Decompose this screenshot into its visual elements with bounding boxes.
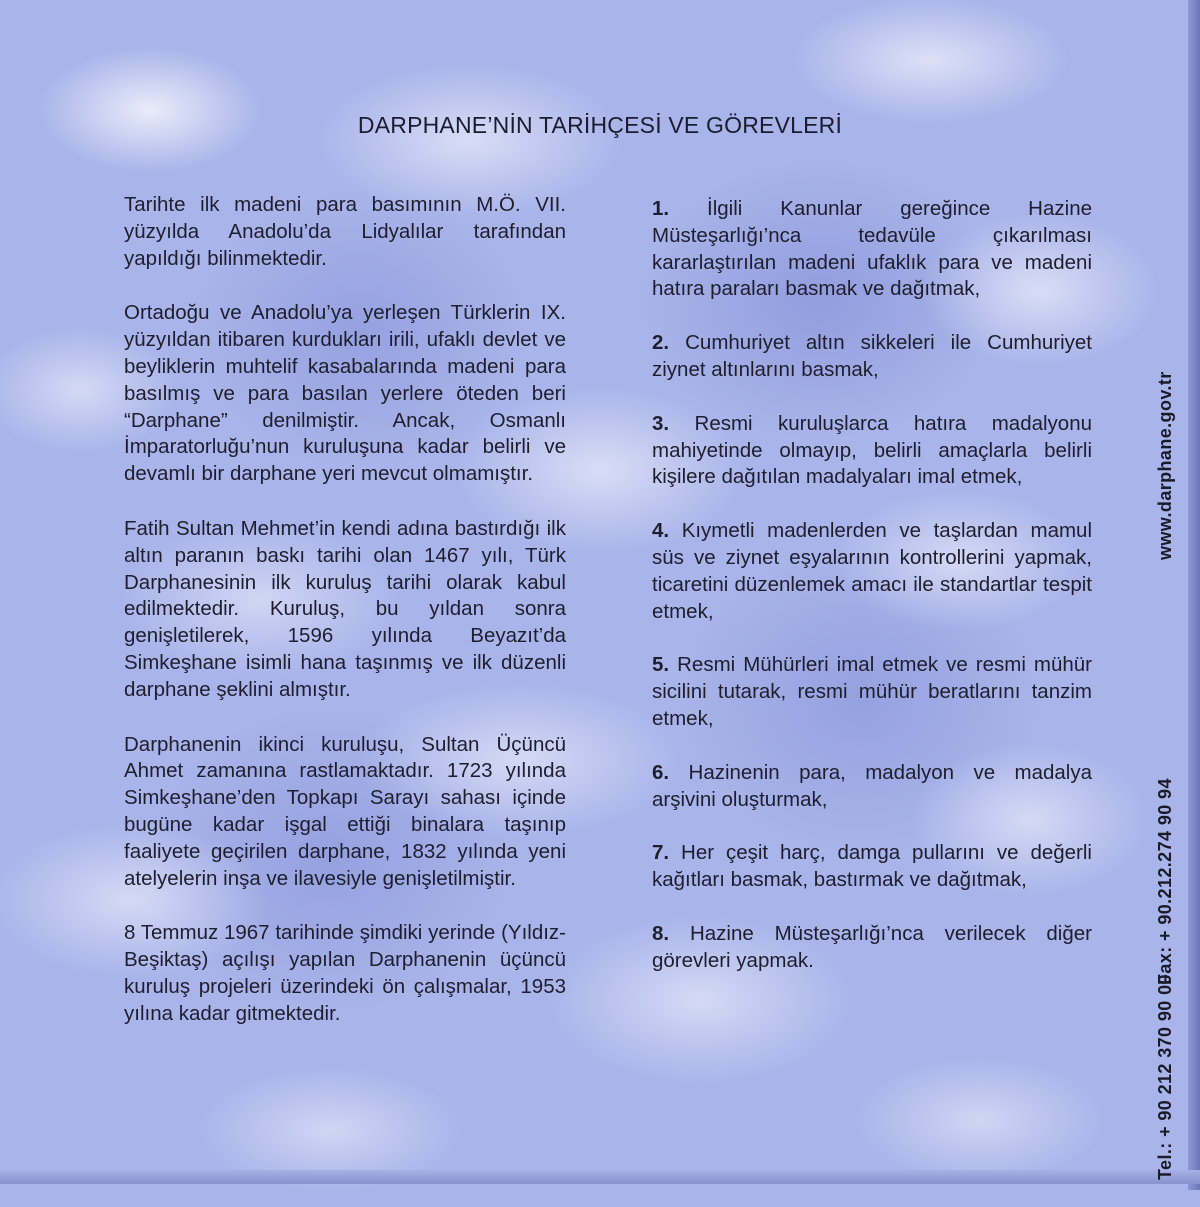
- history-paragraph-2: Ortadoğu ve Anadolu’ya yerleşen Türklerin IX. yüzyıldan itibaren kurdukları irili, ufaklı devlet ve beyliklerin muhtelif kasabalarında madeni para basılmış ve para basılan yerlere öteden beri “Darphane” denilmiştir. Ancak, Osmanlı İmparatorluğu’nun kuruluşuna kadar belirli ve devamlı bir darphane yeri mevcut olmamıştır.: [124, 301, 566, 486]
- duty-text: Hazine Müsteşarlığı’nca verilecek diğer görevleri yapmak.: [652, 921, 1092, 972]
- contact-website-link[interactable]: www.darphane.gov.tr: [1155, 371, 1175, 560]
- duty-text: Hazinenin para, madalyon ve madalya arşivini oluşturmak,: [652, 760, 1093, 811]
- duty-item-5: [652, 652, 1092, 732]
- contact-fax: Fax: + 90.212.274 90 94: [1155, 778, 1175, 985]
- duties-column: [652, 196, 1092, 1002]
- page-right-edge: [1188, 0, 1200, 1190]
- history-column: [124, 192, 566, 1056]
- duty-item-2: [652, 330, 1092, 384]
- duty-item-3: [652, 411, 1092, 491]
- duty-text: Resmi Mühürleri imal etmek ve resmi mühür sicilini tutarak, resmi mühür beratlarını tanzim etmek,: [652, 653, 1092, 730]
- duty-text: Cumhuriyet altın sikkeleri ile Cumhuriyet ziynet altınlarını basmak,: [652, 331, 1092, 381]
- duty-item-8: [652, 921, 1092, 975]
- duty-item-1: [652, 196, 1092, 303]
- duty-number: 3.: [652, 411, 670, 435]
- duty-text: Her çeşit harç, damga pullarını ve değerli kağıtları basmak, bastırmak ve dağıtmak,: [652, 841, 1092, 892]
- page-title: DARPHANE’NİN TARİHÇESİ VE GÖREVLERİ: [357, 112, 843, 138]
- duty-number: 6.: [652, 760, 670, 784]
- duty-item-4: [652, 518, 1092, 625]
- duty-number: 5.: [652, 653, 670, 677]
- duty-number: 8.: [652, 921, 670, 945]
- history-paragraph-5: 8 Temmuz 1967 tarihinde şimdiki yerinde (Yıldız-Beşiktaş) açılışı yapılan Darphanenin üçüncü kuruluş projeleri üzerindeki ön çalışmalar, 1953 yılına kadar gitmektedir.: [124, 921, 566, 1025]
- duty-number: 7.: [652, 841, 670, 865]
- duty-item-6: [652, 760, 1092, 814]
- page-bottom-band: [0, 1170, 1200, 1184]
- duty-text: İlgili Kanunlar gereğince Hazine Müsteşarlığı’nca tedavüle çıkarılması kararlaştırılan madeni ufaklık para ve madeni hatıra paraları basmak ve dağıtmak,: [652, 197, 1092, 301]
- duty-number: 4.: [652, 519, 670, 543]
- duty-number: 2.: [652, 331, 670, 355]
- history-paragraph-1: Tarihte ilk madeni para basımının M.Ö. VII. yüzyılda Anadolu’da Lidyalılar tarafından yapıldığı bilinmektedir.: [124, 193, 566, 270]
- history-paragraph-3: Fatih Sultan Mehmet’in kendi adına bastırdığı ilk altın paranın baskı tarihi olan 1467 yılı, Türk Darphanesinin ilk kuruluş tarihi olarak kabul edilmektedir. Kuruluş, bu yıldan sonra genişletilerek, 1596 yılında Beyazıt’da Simkeşhane isimli hana taşınmış ve ilk düzenli darphane şeklini almıştır.: [124, 516, 566, 701]
- duty-item-7: [652, 840, 1092, 894]
- contact-phone: Tel.: + 90 212 370 90 00: [1155, 974, 1175, 1180]
- contact-strip: [1155, 360, 1187, 1180]
- duty-number: 1.: [652, 197, 670, 220]
- history-paragraph-4: Darphanenin ikinci kuruluşu, Sultan Üçüncü Ahmet zamanına rastlamaktadır. 1723 yılında Simkeşhane’den Topkapı Sarayı sahası içinde bugüne kadar işgal ettiği binalara taşınıp faaliyete geçirilen darphane, 1832 yılında yeni atelyelerin inşa ve ilavesiyle genişletilmiştir.: [124, 732, 566, 890]
- duty-text: Resmi kuruluşlarca hatıra madalyonu mahiyetinde olmayıp, belirli amaçlarla belirli kişilere dağıtılan madalyaları imal etmek,: [652, 411, 1093, 489]
- duty-text: Kıymetli madenlerden ve taşlardan mamul süs ve ziynet eşyalarının kontrollerini yapmak, ticaretini düzenlemek amacı ile standartlar tespit etmek,: [652, 519, 1093, 623]
